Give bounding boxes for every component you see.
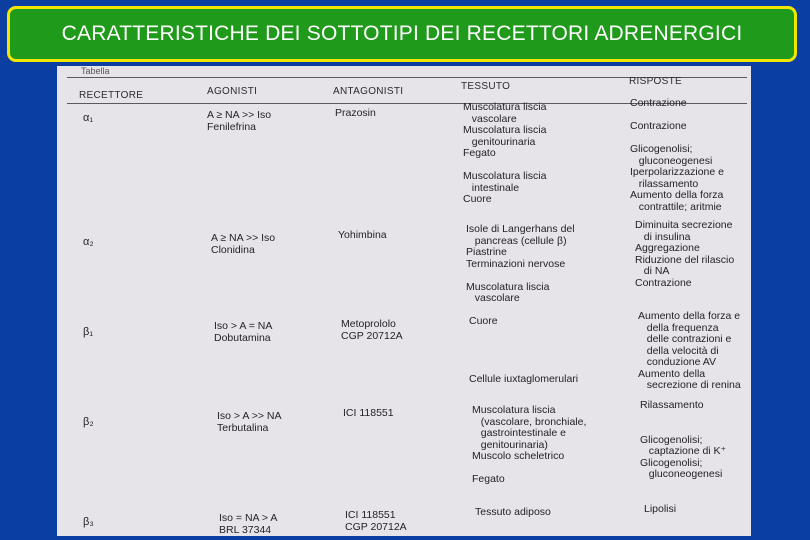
row-agonists-alpha1: A ≥ NA >> Iso Fenilefrina (207, 109, 272, 133)
row-agonists-alpha2: A ≥ NA >> Iso Clonidina (211, 232, 276, 256)
row-agonists-beta1: Iso > A = NA Dobutamina (214, 320, 273, 344)
row-agonists-beta3: Iso = NA > A BRL 37344 (219, 512, 278, 536)
row-antagonists-alpha2: Yohimbina (338, 229, 387, 241)
row-receptor-beta2: β₂ (83, 416, 94, 428)
header-antagonists: ANTAGONISTI (333, 86, 404, 97)
table-caption: Tabella (81, 66, 110, 76)
row-responses-alpha1: Contrazione Contrazione Glicogenolisi; gluconeogenesi Iperpolarizzazione e rilassamento Aumento della forza contrattile; aritmie (630, 97, 724, 213)
row-antagonists-beta3: ICI 118551 CGP 20712A (345, 509, 407, 533)
row-tissue-beta2: Muscolatura liscia (vascolare, bronchiale, gastrointestinale e genitourinaria) Muscolo scheletrico Fegato (472, 404, 587, 485)
row-receptor-alpha2: α₂ (83, 236, 94, 248)
row-responses-alpha2: Diminuita secrezione di insulina Aggregazione Riduzione del rilascio di NA Contrazione (635, 219, 735, 289)
header-tissue: TESSUTO (461, 81, 511, 92)
header-agonists: AGONISTI (207, 86, 258, 97)
row-antagonists-beta2: ICI 118551 (343, 407, 394, 419)
row-receptor-alpha1: α₁ (83, 112, 94, 124)
row-tissue-alpha2: Isole di Langerhans del pancreas (cellule β) Piastrine Terminazioni nervose Muscolatura liscia vascolare (466, 223, 575, 304)
row-tissue-alpha1: Muscolatura liscia vascolare Muscolatura liscia genitourinaria Fegato Muscolatura liscia intestinale Cuore (463, 101, 547, 205)
header-responses: RISPOSTE (629, 76, 682, 87)
row-responses-beta2: Rilassamento Glicogenolisi; captazione di K⁺ Glicogenolisi; gluconeogenesi (640, 399, 727, 480)
row-agonists-beta2: Iso > A >> NA Terbutalina (217, 410, 282, 434)
row-responses-beta3: Lipolisi (644, 503, 677, 515)
row-receptor-beta3: β₃ (83, 516, 94, 528)
header-receptor: RECETTORE (79, 90, 144, 101)
slide-title-banner (7, 6, 797, 62)
row-antagonists-beta1: Metoprololo CGP 20712A (341, 318, 403, 342)
row-receptor-beta1: β₁ (83, 326, 94, 338)
scanned-table-image (57, 66, 751, 536)
row-antagonists-alpha1: Prazosin (335, 107, 376, 119)
row-responses-beta1: Aumento della forza e della frequenza delle contrazioni e della velocità di conduzione AV Aumento della secrezione di renina (638, 310, 741, 391)
row-tissue-beta3: Tessuto adiposo (475, 506, 551, 518)
slide-title: CARATTERISTICHE DEI SOTTOTIPI DEI RECETTORI ADRENERGICI (61, 22, 743, 45)
row-tissue-beta1: Cuore Cellule iuxtaglomerulari (469, 315, 579, 385)
